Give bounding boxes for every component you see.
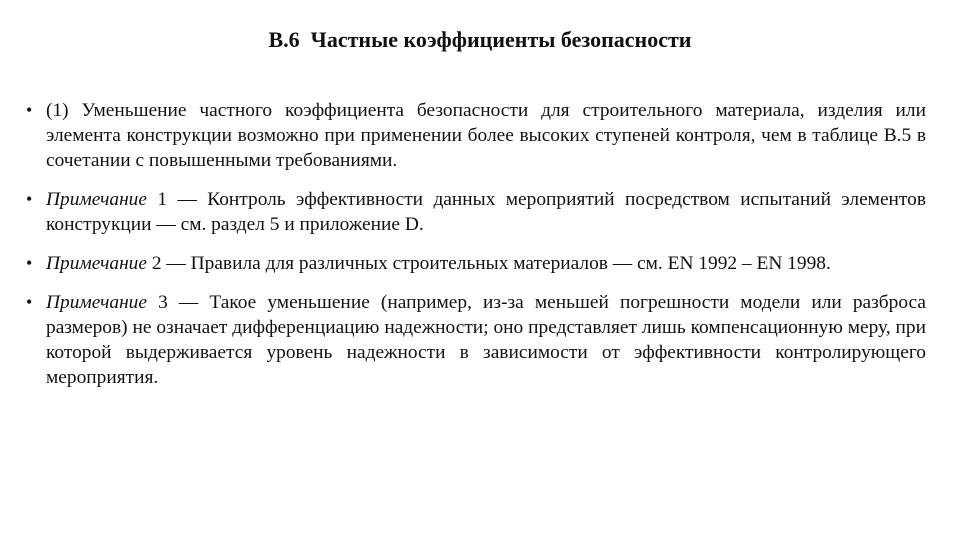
note-label: Примечание bbox=[46, 292, 147, 313]
bullet-item-4 bbox=[26, 290, 926, 390]
bullet-icon: • bbox=[26, 253, 33, 273]
bullet-item-1 bbox=[26, 98, 926, 173]
bullet-item-3 bbox=[26, 251, 926, 276]
slide-title: В.6 Частные коэффициенты безопасности bbox=[268, 27, 692, 52]
note-label: Примечание bbox=[46, 189, 147, 210]
bullet-icon: • bbox=[26, 292, 33, 312]
bullet-item-2 bbox=[26, 187, 926, 237]
bullet-text: 1 — Контроль эффективности данных мероприятий посредством испытаний элементов конструкции — см. раздел 5 и приложение D. bbox=[46, 189, 926, 235]
bullet-text: (1) Уменьшение частного коэффициента безопасности для строительного материала, изделия или элемента конструкции возможно при применении более высоких ступеней контроля, чем в таблице В.5 в сочетании с повышенными требованиями. bbox=[46, 100, 926, 171]
bullet-icon: • bbox=[26, 189, 33, 209]
bullet-text: 3 — Такое уменьшение (например, из-за меньшей погрешности модели или разброса размеров) не означает дифференциацию надежности; оно представляет лишь компенсационную меру, при которой выдерживается уровень надежности в зависимости от эффективности контролирующего мероприятия. bbox=[46, 292, 926, 388]
bullet-text: 2 — Правила для различных строительных материалов — см. EN 1992 – EN 1998. bbox=[147, 253, 831, 274]
bullet-list bbox=[26, 98, 926, 404]
note-label: Примечание bbox=[46, 253, 147, 274]
bullet-icon: • bbox=[26, 100, 33, 120]
